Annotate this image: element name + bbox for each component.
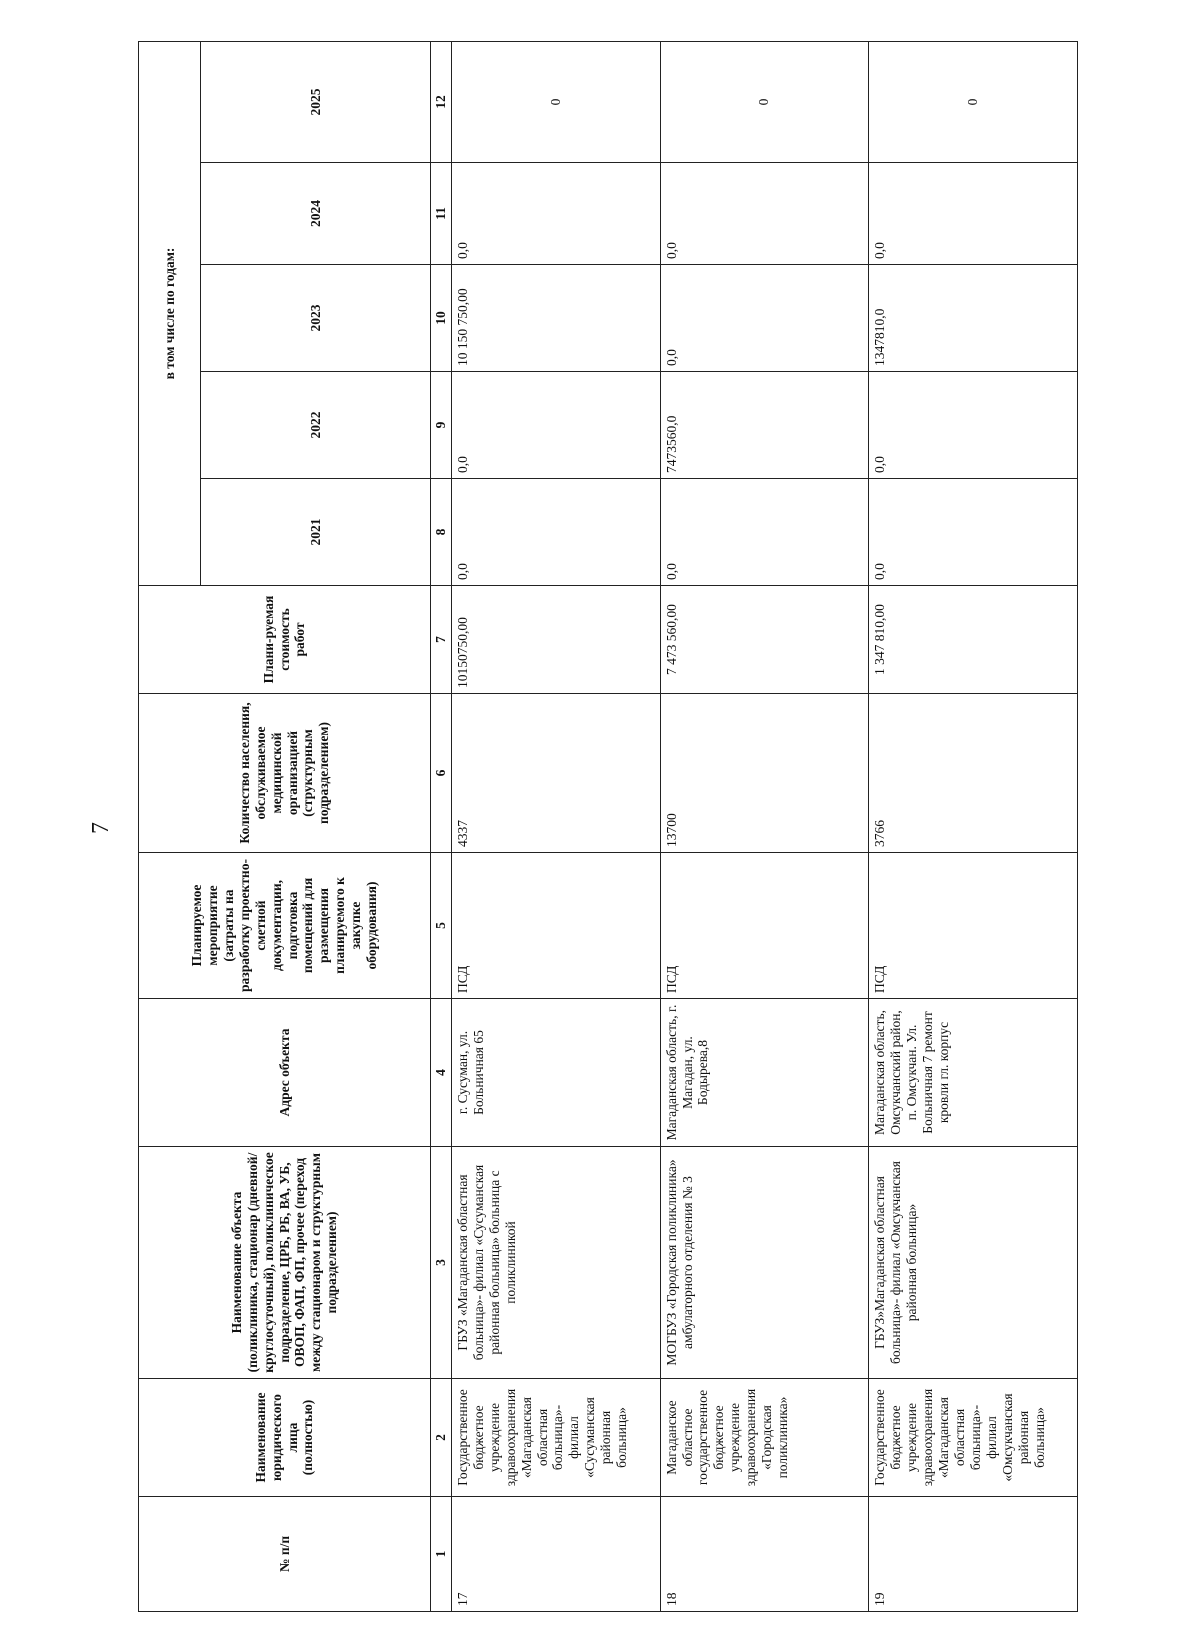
column-number: 1	[431, 1497, 452, 1612]
column-number: 6	[431, 694, 452, 853]
value-2025: 0	[451, 41, 660, 162]
column-number: 12	[431, 41, 452, 162]
value-2021: 0,0	[660, 479, 869, 586]
entity-name: Государственное бюджетное учреждение здравоохранения «Магаданская областная больница»- филиал «Омсукчанская районная больница»	[869, 1379, 1078, 1497]
planned-measure: ПСД	[660, 853, 869, 999]
header-year-2021: 2021	[201, 479, 431, 586]
investment-table	[138, 41, 1078, 1612]
value-2024: 0,0	[451, 163, 660, 265]
planned-cost: 10150750,00	[451, 586, 660, 694]
planned-cost: 7 473 560,00	[660, 586, 869, 694]
header-object: Наименование объекта (поликлиника, стационар (дневной/круглосуточный), поликлиническое подразделение, ЦРБ, РБ, ВА, УБ, ОВОП, ФАП, ФП, прочее (переход между стационаром и структурным подразделением)	[139, 1147, 431, 1379]
object-name: МОГБУЗ «Городская поликлиника» амбулаторного отделения № 3	[660, 1147, 869, 1379]
row-num: 19	[869, 1497, 1078, 1612]
column-number: 4	[431, 999, 452, 1147]
population-count: 3766	[869, 694, 1078, 853]
column-number: 7	[431, 586, 452, 694]
column-number: 8	[431, 479, 452, 586]
value-2021: 0,0	[451, 479, 660, 586]
column-number: 9	[431, 372, 452, 479]
row-num: 17	[451, 1497, 660, 1612]
value-2022: 0,0	[869, 372, 1078, 479]
column-number: 5	[431, 853, 452, 999]
column-number: 3	[431, 1147, 452, 1379]
object-address: Магаданская область, г. Магадан, ул. Бодырева,8	[660, 999, 869, 1147]
page-number: 7	[88, 822, 114, 834]
object-address: г. Сусуман, ул. Больничная 65	[451, 999, 660, 1147]
value-2022: 7473560,0	[660, 372, 869, 479]
value-2023: 1347810,0	[869, 265, 1078, 372]
planned-cost: 1 347 810,00	[869, 586, 1078, 694]
header-entity: Наименование юридического лица (полностью)	[139, 1379, 431, 1497]
header-measure: Планируемое мероприятие (затраты на разработку проектно-сметной документации, подготовка помещений для размещения планируемого к закупке оборудования)	[139, 853, 431, 999]
value-2023: 0,0	[660, 265, 869, 372]
population-count: 4337	[451, 694, 660, 853]
header-years-group: в том числе по годам:	[139, 41, 201, 585]
object-address: Магаданская область, Омсукчанский район, п. Омсукчан. Ул. Больничная 7 ремонт кровли гл. корпус	[869, 999, 1078, 1147]
column-number: 11	[431, 163, 452, 265]
header-population: Количество населения, обслуживаемое медицинской организацией (структурным подразделением)	[139, 694, 431, 853]
planned-measure: ПСД	[451, 853, 660, 999]
rotated-table-sheet	[138, 42, 1078, 1612]
value-2025: 0	[660, 41, 869, 162]
table-row	[869, 41, 1078, 1611]
value-2022: 0,0	[451, 372, 660, 479]
entity-name: Государственное бюджетное учреждение здравоохранения «Магаданская областная больница»- филиал «Сусуманская районная больница»	[451, 1379, 660, 1497]
row-num: 18	[660, 1497, 869, 1612]
object-name: ГБУЗ»Магаданская областная больница»- филиал «Омсукчанская районная больница»	[869, 1147, 1078, 1379]
table-row	[451, 41, 660, 1611]
header-cost: Плани-руемая стоимость работ	[139, 586, 431, 694]
column-number: 10	[431, 265, 452, 372]
header-num: № п/п	[139, 1497, 431, 1612]
value-2023: 10 150 750,00	[451, 265, 660, 372]
value-2024: 0,0	[660, 163, 869, 265]
value-2025: 0	[869, 41, 1078, 162]
header-year-2024: 2024	[201, 163, 431, 265]
column-number: 2	[431, 1379, 452, 1497]
entity-name: Магаданское областное государственное бюджетное учреждение здравоохранения «Городская поликлиника»	[660, 1379, 869, 1497]
population-count: 13700	[660, 694, 869, 853]
value-2024: 0,0	[869, 163, 1078, 265]
value-2021: 0,0	[869, 479, 1078, 586]
header-year-2022: 2022	[201, 372, 431, 479]
planned-measure: ПСД	[869, 853, 1078, 999]
header-address: Адрес объекта	[139, 999, 431, 1147]
header-year-2023: 2023	[201, 265, 431, 372]
table-row	[660, 41, 869, 1611]
object-name: ГБУЗ «Магаданская областная больница»- филиал «Сусуманская районная больница» больница с поликлиникой	[451, 1147, 660, 1379]
header-year-2025: 2025	[201, 41, 431, 162]
